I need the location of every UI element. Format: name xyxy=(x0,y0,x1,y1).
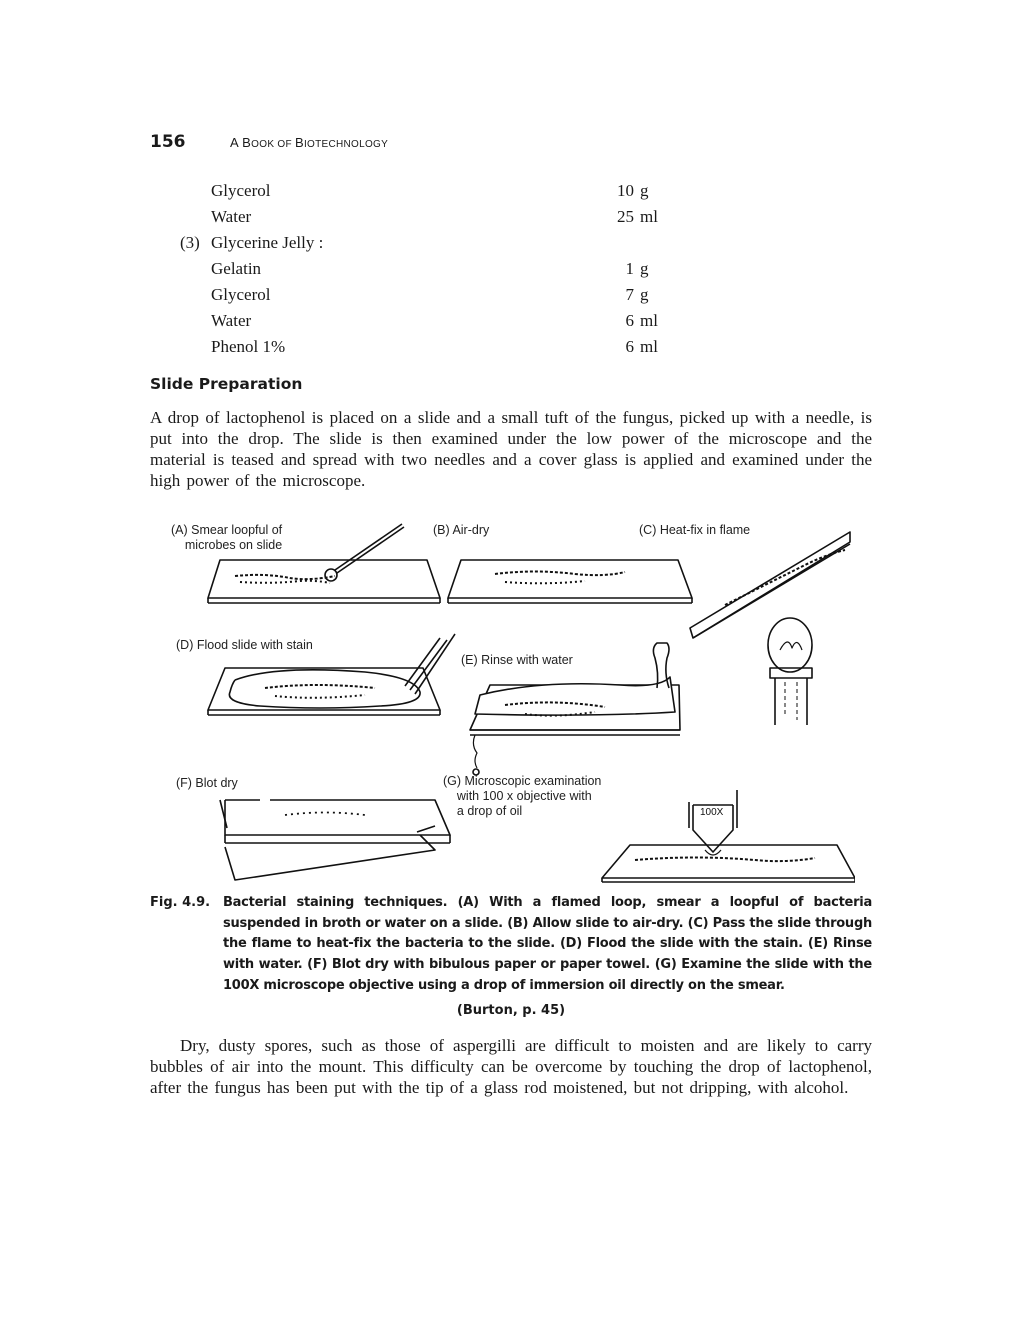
section-heading: Slide Preparation xyxy=(150,375,303,393)
recipe-row xyxy=(150,204,670,230)
label-step-c: (C) Heat-fix in flame xyxy=(639,523,751,537)
recipe-quantity-value: 6 xyxy=(625,337,634,356)
label-step-b: (B) Air-dry xyxy=(433,523,490,537)
slide-c-illustration xyxy=(690,532,850,725)
recipe-quantity xyxy=(604,256,664,282)
slide-g-illustration xyxy=(602,790,855,882)
recipe-quantity-unit: ml xyxy=(640,207,658,226)
figure-illustration xyxy=(165,510,855,890)
figure-caption-text: Bacterial staining techniques. (A) With a flamed loop, smear a loopful of bacteria suspended in broth or water on a slide. (B) Allow slide to air-dry. (C) Pass the slide through the flame to heat-fix the bacteria to the slide. (D) Flood the slide with the stain. (E) Rinse with water. (F) Blot dry with bibulous paper or paper towel. (G) Examine the slide with the 100X microscope objective using a drop of immersion oil directly on the smear. xyxy=(223,895,872,993)
slide-f-illustration xyxy=(220,800,450,880)
recipe-row xyxy=(150,230,670,256)
figure-number: Fig. 4.9. xyxy=(150,895,211,910)
recipe-ingredient: Glycerol xyxy=(211,181,271,200)
recipe-ingredient: Gelatin xyxy=(211,259,262,278)
recipe-quantity-unit: ml xyxy=(640,311,658,330)
book-title-part: A xyxy=(230,135,243,150)
objective-marking: 100X xyxy=(700,807,724,818)
recipe-quantity xyxy=(604,308,664,334)
recipe-quantity xyxy=(604,204,664,230)
recipe-ingredient: Glycerol xyxy=(211,285,271,304)
label-step-d: (D) Flood slide with stain xyxy=(176,638,313,652)
label-step-a: (A) Smear loopful of microbes on slide xyxy=(171,523,283,552)
recipe-quantity-value: 1 xyxy=(625,259,634,278)
label-step-e: (E) Rinse with water xyxy=(461,653,573,667)
recipe-row xyxy=(150,178,670,204)
recipe-quantity-value: 25 xyxy=(617,207,634,226)
recipe-ingredient: Phenol 1% xyxy=(211,337,286,356)
page-number: 156 xyxy=(150,132,186,152)
recipe-ingredient: Glycerine Jelly : xyxy=(211,233,324,252)
recipe-quantity-unit: g xyxy=(640,181,649,200)
recipe-quantity xyxy=(604,178,664,204)
book-title-part: BIOTECHNOLOGY xyxy=(294,135,389,150)
figure-credit: (Burton, p. 45) xyxy=(456,1003,566,1018)
recipe-row xyxy=(150,308,670,334)
body-paragraph: A drop of lactophenol is placed on a slide and a small tuft of the fungus, picked up with a needle, is put into the drop. The slide is then examined under the low power of the microscope and the material is teased and spread with two needles and a cover glass is applied and examined under the high power of the microscope. xyxy=(150,408,872,490)
recipe-quantity xyxy=(604,334,664,360)
figure-caption xyxy=(150,893,872,997)
recipe-quantity-value: 7 xyxy=(625,285,634,304)
recipe-item-number: (3) xyxy=(180,233,200,252)
label-step-g: (G) Microscopic examination with 100 x objective with a drop of oil xyxy=(443,774,602,818)
recipe-quantity-unit: g xyxy=(640,285,649,304)
recipe-ingredient: Water xyxy=(211,311,252,330)
recipe-list xyxy=(150,178,670,360)
label-step-f: (F) Blot dry xyxy=(176,776,238,790)
closing-paragraph: Dry, dusty spores, such as those of aspergilli are difficult to moisten and are likely to carry bubbles of air into the mount. This difficulty can be overcome by touching the drop of lactophenol, after the fungus has been put with the tip of a glass rod moistened, but not dripping, with alcohol. xyxy=(150,1036,872,1097)
recipe-row xyxy=(150,334,670,360)
recipe-quantity xyxy=(604,282,664,308)
recipe-quantity-unit: ml xyxy=(640,337,658,356)
recipe-ingredient: Water xyxy=(211,207,252,226)
recipe-quantity-value: 10 xyxy=(617,181,634,200)
book-title xyxy=(230,135,388,150)
figure-bacterial-staining xyxy=(165,510,855,890)
recipe-quantity-value: 6 xyxy=(625,311,634,330)
book-title-part: BOOK xyxy=(242,135,275,150)
recipe-quantity-unit: g xyxy=(640,259,649,278)
recipe-row xyxy=(150,282,670,308)
running-head xyxy=(150,132,388,154)
book-title-part: OF xyxy=(274,139,295,150)
recipe-row xyxy=(150,256,670,282)
slide-b-illustration xyxy=(448,560,692,603)
